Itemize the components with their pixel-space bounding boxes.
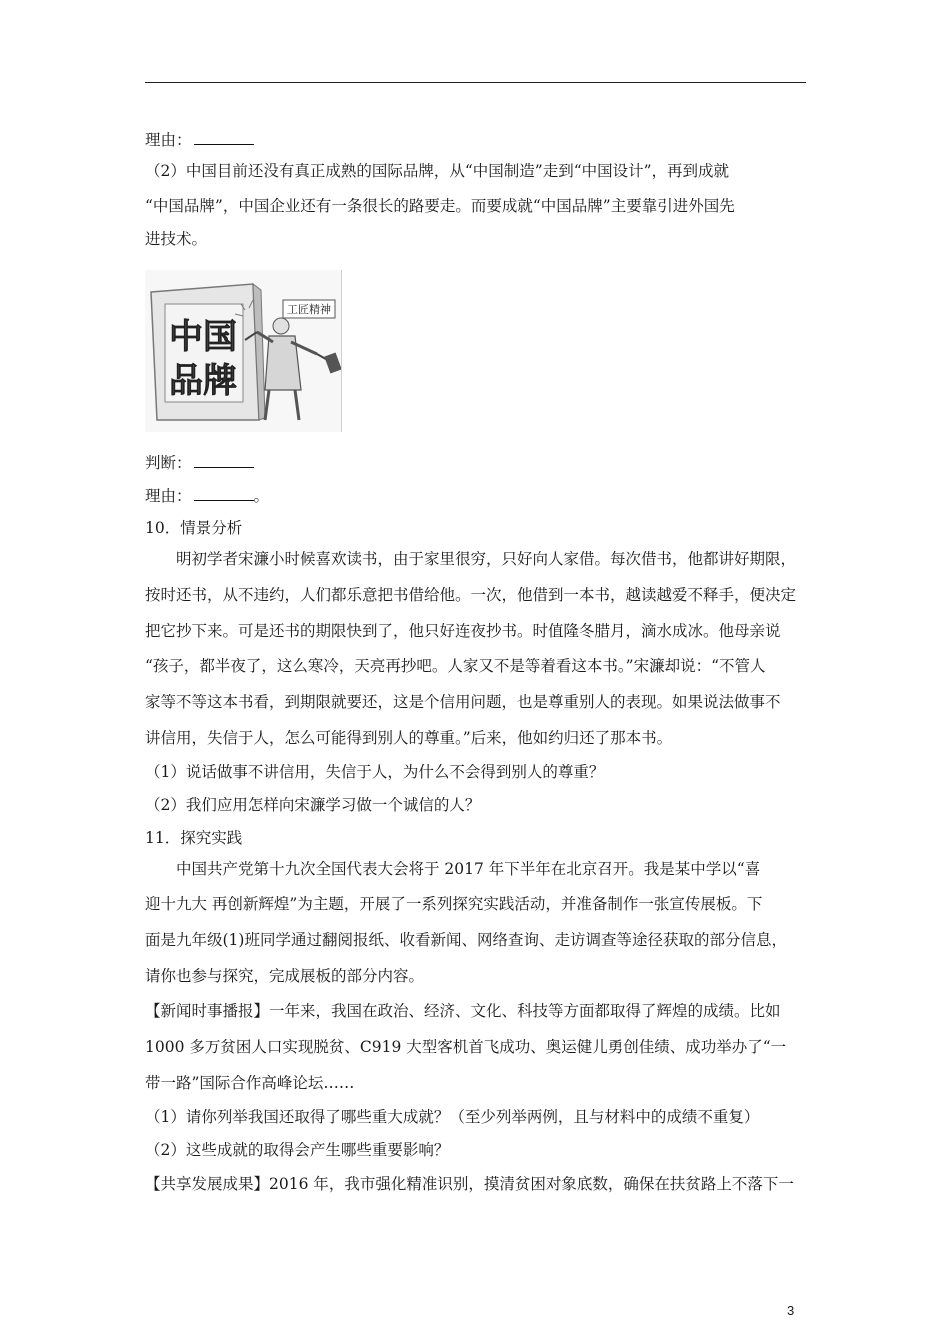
sign-text-bottom: 品牌 [169,361,237,401]
page-number: 3 [787,1303,795,1318]
text-line [145,229,825,249]
text-line [145,1001,825,1021]
line-text: 请你也参与探究，完成展板的部分内容。 [145,967,425,985]
text-line [145,1107,825,1127]
line-text: （2）这些成就的取得会产生哪些重要影响？ [145,1141,450,1159]
line-text: （2）我们应用怎样向宋濂学习做一个诚信的人？ [145,796,481,814]
text-line [145,621,825,641]
text-line [145,585,825,605]
line-text: 按时还书，从不违约，人们都乐意把书借给他。一次，他借到一本书，越读越爱不释手，便决定 [145,586,797,604]
text-line [145,966,825,986]
line-text: 判断： [145,454,192,472]
text-line [145,1073,825,1093]
line-text: “孩子，都半夜了，这么寒冷，天亮再抄吧。人家又不是等着看这本书。”宋濂却说：“不管人 [145,657,766,675]
answer-blank[interactable] [194,453,254,468]
text-line [145,1037,825,1057]
text-line [145,196,825,216]
line-text: （2）中国目前还没有真正成熟的国际品牌，从“中国制造”走到“中国设计”，再到成就 [145,162,730,180]
cartoon-illustration [145,270,342,432]
text-line [145,518,825,538]
line-text: 中国共产党第十九次全国代表大会将于 2017 年下半年在北京召开。我是某中学以“喜 [176,860,761,878]
text-line [145,795,825,815]
line-text: 家等不等这本书看，到期限就要还，这是个信用问题，也是尊重别人的表现。如果说法做事不 [145,693,781,711]
line-text: “中国品牌”，中国企业还有一条很长的路要走。而要成就“中国品牌”主要靠引进外国先 [145,197,735,215]
line-text: 理由： [145,131,192,149]
line-text: 面是九年级(1)班同学通过翻阅报纸、收看新闻、网络查询、走访调查等途径获取的部分信息， [145,931,787,949]
tag-text: 工匠精神 [287,303,331,316]
line-text: 把它抄下来。可是还书的期限快到了，他只好连夜抄书。时值隆冬腊月，滴水成冰。他母亲说 [145,622,781,640]
text-line [145,762,825,782]
text-line [145,930,825,950]
answer-blank[interactable] [194,486,254,501]
text-line [145,130,825,150]
text-line [145,161,825,181]
text-line [145,1140,825,1160]
text-line [145,828,825,848]
text-line [145,453,825,473]
header-rule [145,82,806,83]
line-text: 迎十九大 再创新辉煌”为主题，开展了一系列探究实践活动，并准备制作一张宣传展板。下 [145,895,763,913]
line-text: （1）说话做事不讲信用，失信于人，为什么不会得到别人的尊重？ [145,763,605,781]
line-text: 1000 多万贫困人口实现脱贫、C919 大型客机首飞成功、奥运健儿勇创佳绩、成功举办了“一 [145,1038,787,1056]
line-text: 进技术。 [145,230,208,248]
text-line [176,859,856,879]
cartoon-svg [145,270,341,432]
text-line [145,894,825,914]
text-line [145,486,825,506]
line-text: 10．情景分析 [145,519,243,537]
line-text: 11．探究实践 [145,829,243,847]
line-text: 明初学者宋濂小时候喜欢读书，由于家里很穷，只好向人家借。每次借书，他都讲好期限， [176,550,797,568]
line-suffix: 。 [253,487,270,505]
line-text: 理由： [145,487,192,505]
text-line [145,1174,825,1194]
line-text: 带一路”国际合作高峰论坛…… [145,1074,355,1092]
text-line [176,549,856,569]
sign-text-top: 中国 [169,317,237,357]
answer-blank[interactable] [194,130,254,145]
text-line [145,728,825,748]
line-text: （1）请你列举我国还取得了哪些重大成就？（至少列举两例，且与材料中的成绩不重复） [145,1108,760,1126]
line-text: 【共享发展成果】2016 年，我市强化精准识别，摸清贫困对象底数，确保在扶贫路上不落下一 [145,1175,794,1193]
line-text: 【新闻时事播报】一年来，我国在政治、经济、文化、科技等方面都取得了辉煌的成绩。比如 [145,1002,781,1020]
text-line [145,692,825,712]
line-text: 讲信用，失信于人，怎么可能得到别人的尊重。”后来，他如约归还了那本书。 [145,729,673,747]
text-line [145,656,825,676]
